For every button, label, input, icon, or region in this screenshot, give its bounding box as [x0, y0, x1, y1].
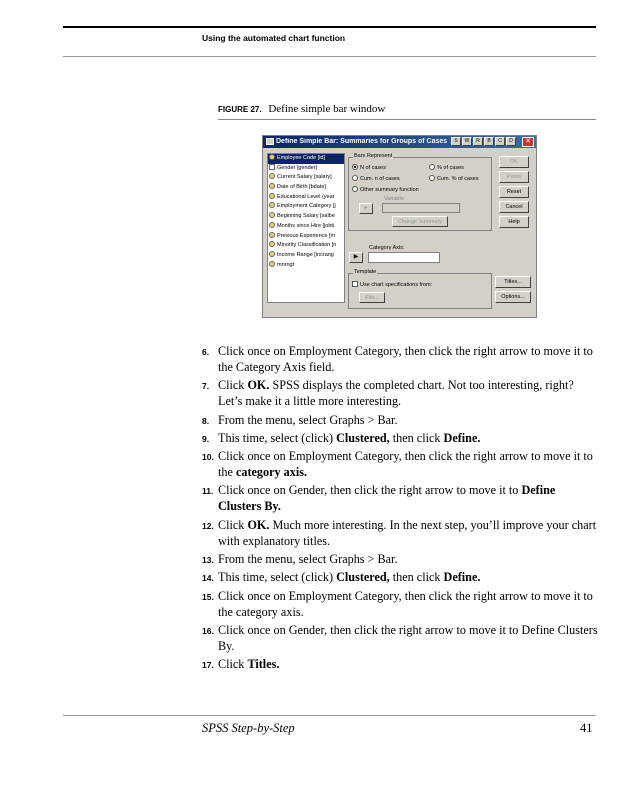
step-number: 14.: [202, 573, 214, 584]
step-item: [202, 569, 598, 585]
change-summary-button[interactable]: Change Summary: [392, 216, 448, 227]
step-bold-text: Define.: [443, 430, 481, 445]
paste-button[interactable]: Paste: [499, 171, 529, 183]
file-button[interactable]: File...: [359, 292, 385, 303]
step-text: From the menu, select Graphs > Bar.: [218, 552, 398, 567]
instruction-steps: [202, 343, 598, 675]
step-number: 10.: [202, 452, 214, 463]
toolbar-button-r[interactable]: R: [473, 137, 483, 146]
variable-item[interactable]: mnrngt: [268, 261, 344, 271]
scale-variable-icon: [269, 251, 275, 257]
nominal-variable-icon: [269, 164, 275, 170]
step-bold-text: OK.: [247, 517, 270, 532]
step-text: Click once on Gender, then click the right arrow to move it to Define Clusters By.: [218, 622, 598, 653]
toolbar-buttons: [451, 137, 516, 146]
figure-rule: [218, 119, 596, 120]
titles-button[interactable]: Titles...: [495, 276, 531, 288]
step-number: 11.: [202, 486, 214, 497]
step-item: [202, 656, 598, 672]
variable-item[interactable]: Months since Hire [jobti: [268, 222, 344, 232]
options-button[interactable]: Options...: [495, 291, 531, 303]
radio-other-summary[interactable]: Other summary function: [352, 186, 419, 193]
step-text: Click once on Employment Category, then click the right arrow to move it to the: [218, 449, 593, 480]
step-text: then click: [389, 570, 444, 585]
step-text: From the menu, select Graphs > Bar.: [218, 412, 398, 427]
step-text: Click once on Employment Category, then click the right arrow to move it to the Category Axis field.: [218, 344, 593, 374]
step-text: Click once on Employment Category, then click the right arrow to move it to the category axis.: [218, 588, 593, 619]
scale-variable-icon: [269, 202, 275, 208]
toolbar-button-b[interactable]: B: [484, 137, 494, 146]
step-number: 17.: [202, 660, 214, 671]
template-group: [348, 269, 492, 309]
define-simple-bar-dialog: [262, 135, 537, 318]
close-icon[interactable]: ✕: [522, 137, 534, 147]
radio-cum-pct-of-cases[interactable]: Cum. % of cases: [429, 175, 479, 182]
template-legend: Template: [354, 269, 377, 275]
step-text: This time, select (click): [218, 430, 337, 445]
window-icon: [266, 138, 274, 145]
scale-variable-icon: [269, 232, 275, 238]
variable-item[interactable]: Minority Classification [n: [268, 241, 344, 251]
variable-list[interactable]: [267, 153, 345, 303]
variable-item[interactable]: Date of Birth [bdate]: [268, 183, 344, 193]
category-axis-arrow-button[interactable]: ▶: [349, 252, 363, 263]
radio-cum-n-of-cases[interactable]: Cum. n of cases: [352, 175, 400, 182]
step-item: [202, 551, 598, 567]
step-text: Click: [218, 657, 248, 672]
dialog-titlebar[interactable]: [263, 136, 536, 148]
footer-book-title: SPSS Step-by-Step: [202, 721, 295, 735]
step-number: 12.: [202, 520, 214, 531]
variable-item[interactable]: Employee Code [id]: [268, 154, 344, 164]
step-number: 8.: [202, 415, 210, 426]
category-axis-field[interactable]: [368, 252, 440, 263]
category-axis-label: Category Axis:: [369, 245, 405, 251]
step-number: 13.: [202, 555, 214, 566]
toolbar-button-w[interactable]: W: [462, 137, 472, 146]
step-bold-text: Define.: [443, 570, 481, 585]
ok-button[interactable]: OK: [499, 156, 529, 168]
step-text: Much more interesting. In the next step, you’ll improve your chart with explanatory titles.: [218, 517, 597, 548]
step-number: 6.: [202, 347, 210, 357]
step-item: [202, 622, 598, 654]
scale-variable-icon: [269, 173, 275, 179]
variable-item[interactable]: Educational Level (year: [268, 193, 344, 203]
step-bold-text: Define Clusters By.: [218, 483, 556, 514]
toolbar-button-c[interactable]: C: [495, 137, 505, 146]
figure-caption-text: Define simple bar window: [268, 103, 386, 115]
variable-item[interactable]: Beginning Salary [salbe: [268, 212, 344, 222]
figure-label: FIGURE 27.: [218, 105, 262, 114]
variable-arrow-button[interactable]: ▸: [359, 203, 373, 214]
variable-item[interactable]: Previous Experience [m: [268, 232, 344, 242]
step-text: Click: [218, 517, 248, 532]
header-divider: [63, 56, 596, 57]
header-rule: [63, 26, 596, 28]
variable-item[interactable]: Employment Category [j: [268, 202, 344, 212]
scale-variable-icon: [269, 241, 275, 247]
step-item: [202, 412, 598, 428]
help-button[interactable]: Help: [499, 216, 529, 228]
step-item: [202, 588, 598, 620]
step-item: [202, 448, 598, 480]
figure-caption: [218, 103, 385, 115]
scale-variable-icon: [269, 212, 275, 218]
step-text: Click once on Gender, then click the right arrow to move it to: [218, 483, 522, 498]
reset-button[interactable]: Reset: [499, 186, 529, 198]
scale-variable-icon: [269, 193, 275, 199]
scale-variable-icon: [269, 261, 275, 267]
dialog-title: Define Simple Bar: Summaries for Groups of Cases: [276, 137, 448, 145]
use-chart-spec-checkbox[interactable]: Use chart specifications from:: [352, 281, 432, 288]
step-text: SPSS displays the completed chart. Not too interesting, right? Let’s make it a little more interesting.: [218, 378, 574, 409]
toolbar-button-s[interactable]: S: [451, 137, 461, 146]
step-text: Click: [218, 378, 248, 393]
running-header: Using the automated chart function: [202, 33, 346, 43]
radio-n-of-cases[interactable]: N of cases: [352, 164, 386, 171]
radio-pct-of-cases[interactable]: % of cases: [429, 164, 464, 171]
bars-represent-group: [348, 153, 492, 231]
step-text: This time, select (click): [218, 570, 337, 585]
scale-variable-icon: [269, 154, 275, 160]
cancel-button[interactable]: Cancel: [499, 201, 529, 213]
step-bold-text: category axis.: [235, 465, 308, 480]
step-item: [202, 430, 598, 446]
page-number: 41: [580, 721, 593, 735]
bars-represent-legend: Bars Represent: [354, 153, 393, 159]
step-bold-text: Clustered,: [336, 570, 390, 585]
step-item: [202, 517, 598, 549]
scale-variable-icon: [269, 183, 275, 189]
footer-rule: [63, 715, 596, 716]
step-text: then click: [389, 430, 444, 445]
step-number: 7.: [202, 381, 210, 392]
step-number: 15.: [202, 591, 214, 602]
step-bold-text: Clustered,: [336, 430, 390, 445]
variable-item[interactable]: Gender [gender]: [268, 164, 344, 174]
variable-field[interactable]: [382, 203, 460, 213]
toolbar-button-d[interactable]: D: [506, 137, 516, 146]
step-bold-text: OK.: [247, 378, 270, 393]
step-item: [202, 343, 598, 375]
step-item: [202, 482, 598, 514]
step-bold-text: Titles.: [247, 657, 280, 672]
variable-label: Variable:: [384, 196, 406, 202]
step-item: [202, 377, 598, 409]
step-number: 9.: [202, 433, 210, 444]
scale-variable-icon: [269, 222, 275, 228]
variable-item[interactable]: Current Salary [salary]: [268, 173, 344, 183]
step-number: 16.: [202, 625, 214, 636]
variable-item[interactable]: Income Range [incrang: [268, 251, 344, 261]
